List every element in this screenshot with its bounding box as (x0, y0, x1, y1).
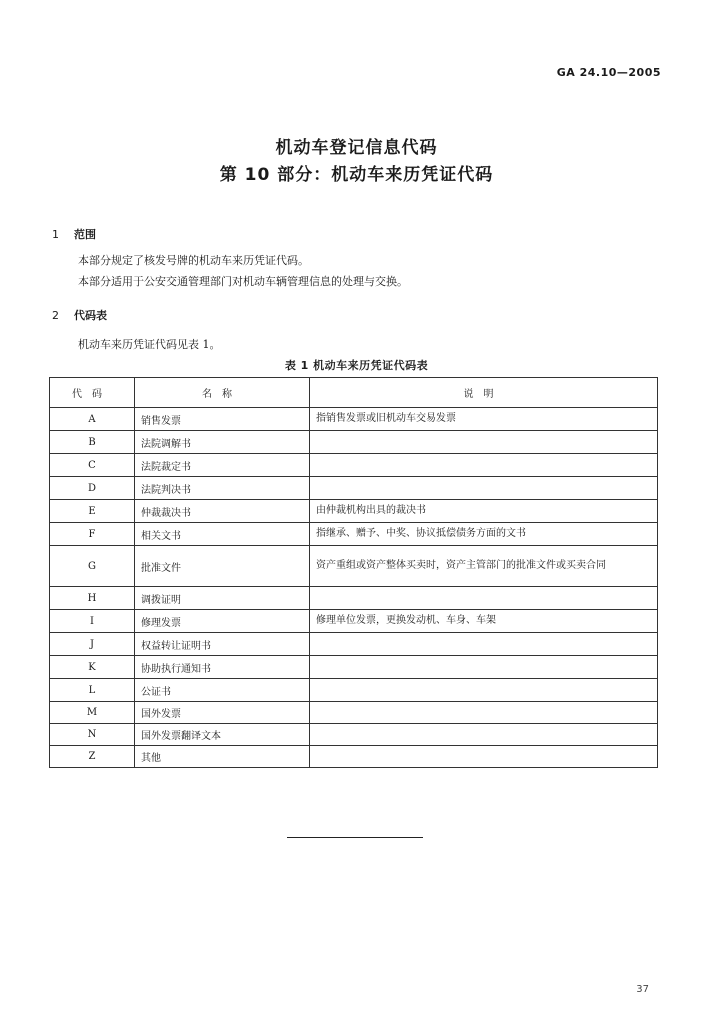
description-cell (310, 633, 658, 656)
section-number: 1 (52, 228, 59, 241)
code-cell: F (50, 523, 135, 546)
name-cell: 其他 (135, 746, 310, 768)
description-cell: 指继承、赠予、中奖、协议抵偿债务方面的文书 (310, 523, 658, 546)
paragraph: 本部分适用于公安交通管理部门对机动车辆管理信息的处理与交换。 (78, 275, 408, 288)
description-cell: 修理单位发票，更换发动机、车身、车架 (310, 610, 658, 633)
name-cell: 法院裁定书 (135, 454, 310, 477)
description-cell (310, 679, 658, 702)
description-cell: 资产重组或资产整体买卖时，资产主管部门的批准文件或买卖合同 (310, 546, 658, 587)
description-cell (310, 746, 658, 768)
code-cell: I (50, 610, 135, 633)
table-row (50, 724, 658, 746)
table-row (50, 656, 658, 679)
code-cell: M (50, 702, 135, 724)
table-row (50, 679, 658, 702)
name-cell: 修理发票 (135, 610, 310, 633)
table-row (50, 633, 658, 656)
standard-code: GA 24.10—2005 (556, 66, 661, 79)
document-subtitle: 第 10 部分：机动车来历凭证代码 (219, 165, 494, 185)
page-number: 37 (636, 984, 649, 995)
section-title: 代码表 (74, 309, 107, 322)
description-cell (310, 431, 658, 454)
table-row (50, 431, 658, 454)
code-table (49, 377, 658, 768)
table-row (50, 523, 658, 546)
name-cell: 批准文件 (135, 546, 310, 587)
end-rule (287, 837, 423, 838)
table-row (50, 500, 658, 523)
description-cell: 指销售发票或旧机动车交易发票 (310, 408, 658, 431)
section-heading-code-table (52, 307, 107, 323)
table-row (50, 477, 658, 500)
column-header-code: 代码 (50, 378, 135, 408)
table-header-row (50, 378, 658, 408)
code-cell: L (50, 679, 135, 702)
name-cell: 国外发票 (135, 702, 310, 724)
description-cell (310, 702, 658, 724)
table-row (50, 454, 658, 477)
code-cell: A (50, 408, 135, 431)
column-header-name: 名称 (135, 378, 310, 408)
code-cell: J (50, 633, 135, 656)
description-cell (310, 454, 658, 477)
paragraph: 本部分规定了核发号牌的机动车来历凭证代码。 (78, 254, 309, 267)
name-cell: 国外发票翻译文本 (135, 724, 310, 746)
section-heading-scope (52, 226, 96, 242)
name-cell: 协助执行通知书 (135, 656, 310, 679)
description-cell (310, 656, 658, 679)
code-cell: D (50, 477, 135, 500)
name-cell: 权益转让证明书 (135, 633, 310, 656)
document-title: 机动车登记信息代码 (275, 138, 438, 158)
code-cell: E (50, 500, 135, 523)
name-cell: 调拨证明 (135, 587, 310, 610)
description-cell (310, 477, 658, 500)
name-cell: 法院判决书 (135, 477, 310, 500)
description-cell: 由仲裁机构出具的裁决书 (310, 500, 658, 523)
column-header-description: 说明 (310, 378, 658, 408)
code-cell: B (50, 431, 135, 454)
code-cell: G (50, 546, 135, 587)
code-cell: Z (50, 746, 135, 768)
name-cell: 相关文书 (135, 523, 310, 546)
table-row (50, 587, 658, 610)
description-cell (310, 724, 658, 746)
code-cell: N (50, 724, 135, 746)
table-row (50, 610, 658, 633)
table-row (50, 546, 658, 587)
section-number: 2 (52, 309, 59, 322)
name-cell: 法院调解书 (135, 431, 310, 454)
name-cell: 公证书 (135, 679, 310, 702)
code-cell: C (50, 454, 135, 477)
description-cell (310, 587, 658, 610)
section-title: 范围 (74, 228, 96, 241)
name-cell: 销售发票 (135, 408, 310, 431)
table-row (50, 746, 658, 768)
code-cell: H (50, 587, 135, 610)
code-cell: K (50, 656, 135, 679)
table-row (50, 702, 658, 724)
name-cell: 仲裁裁决书 (135, 500, 310, 523)
paragraph: 机动车来历凭证代码见表 1。 (78, 338, 221, 351)
table-caption: 表 1 机动车来历凭证代码表 (284, 359, 429, 372)
table-row (50, 408, 658, 431)
